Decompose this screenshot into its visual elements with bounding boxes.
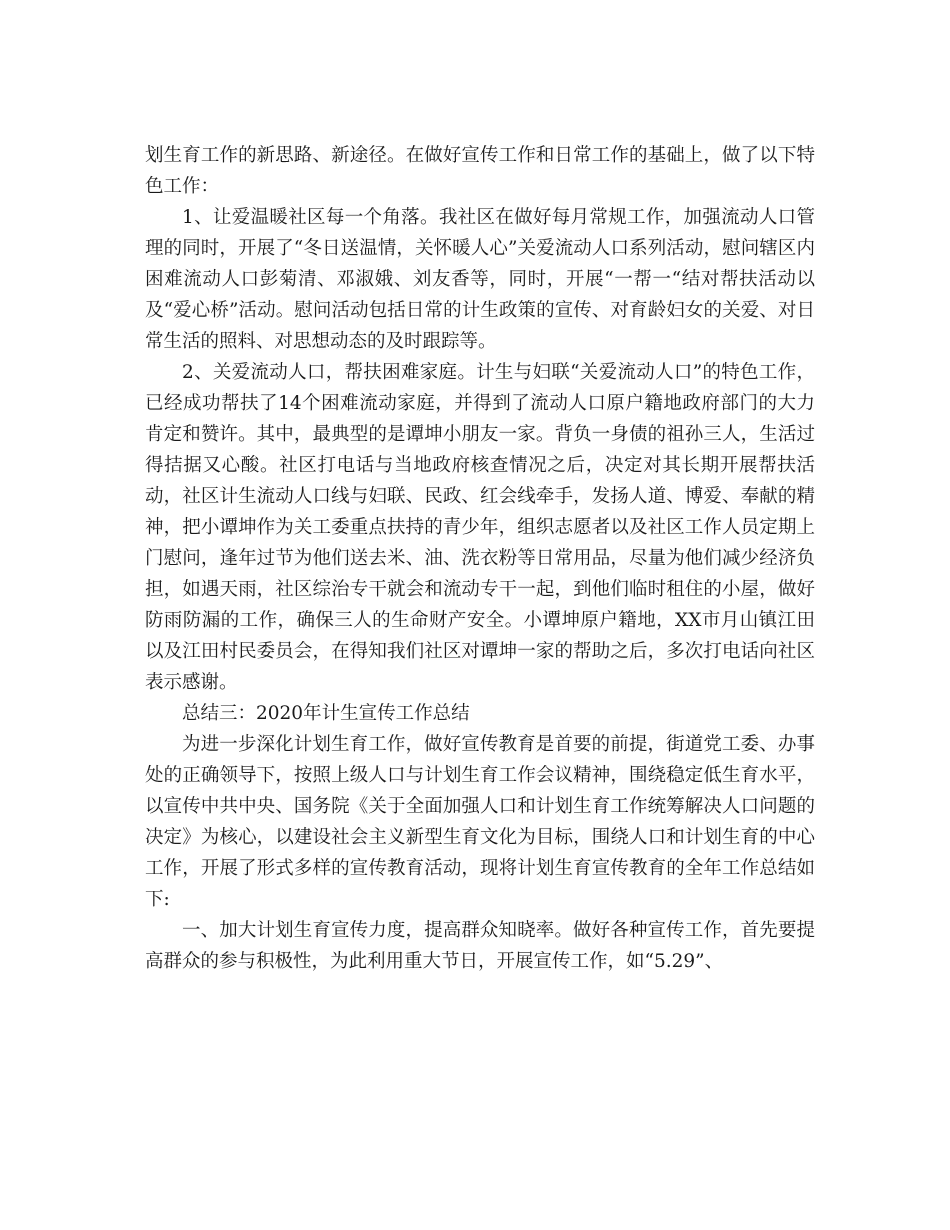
paragraph-continuation: 划生育工作的新思路、新途径。在做好宣传工作和日常工作的基础上，做了以下特色工作： [145,145,815,197]
section-heading: 总结三：2020年计生宣传工作总结 [182,703,470,724]
paragraph-item-2: 2、关爱流动人口，帮扶困难家庭。计生与妇联“关爱流动人口”的特色工作，已经成功帮扶了14个困难流动家庭，并得到了流动人口原户籍地政府部门的大力肯定和赞许。其中，最典型的是谭坤小朋友一家。背负一身债的祖孙三人，生活过得拮据又心酸。社区打电话与当地政府核查情况之后，决定对其长期开展帮扶活动，社区计生流动人口线与妇联、民政、红会线牵手，发扬人道、博爱、奉献的精神，把小谭坤作为关工委重点扶持的青少年，组织志愿者以及社区工作人员定期上门慰问，逢年过节为他们送去米、油、洗衣粉等日常用品，尽量为他们减少经济负担，如遇天雨，社区综治专干就会和流动专干一起，到他们临时租住的小屋，做好防雨防漏的工作，确保三人的生命财产安全。小谭坤原户籍地，XX市月山镇江田以及江田村民委员会，在得知我们社区对谭坤一家的帮助之后，多次打电话向社区表示感谢。 [145,362,815,693]
paragraph-intro: 为进一步深化计划生育工作，做好宣传教育是首要的前提，街道党工委、办事处的正确领导下，按照上级人口与计划生育工作会议精神，围绕稳定低生育水平，以宣传中共中央、国务院《关于全面加强人口和计划生育工作统筹解决人口问题的决定》为核心，以建设社会主义新型生育文化为目标，围绕人口和计划生育的中心工作，开展了形式多样的宣传教育活动，现将计划生育宣传教育的全年工作总结如下: [145,734,815,910]
paragraph-section-1: 一、加大计划生育宣传力度，提高群众知晓率。做好各种宣传工作，首先要提高群众的参与积极性，为此利用重大节日，开展宣传工作，如“5.29”、 [145,920,815,972]
document-body [145,140,815,977]
paragraph-item-1: 1、让爱温暖社区每一个角落。我社区在做好每月常规工作，加强流动人口管理的同时，开展了“冬日送温情，关怀暖人心”关爱流动人口系列活动，慰问辖区内困难流动人口彭菊清、邓淑娥、刘友香等，同时，开展“一帮一“结对帮扶活动以及“爱心桥”活动。慰问活动包括日常的计生政策的宣传、对育龄妇女的关爱、对日常生活的照料、对思想动态的及时跟踪等。 [145,207,815,352]
